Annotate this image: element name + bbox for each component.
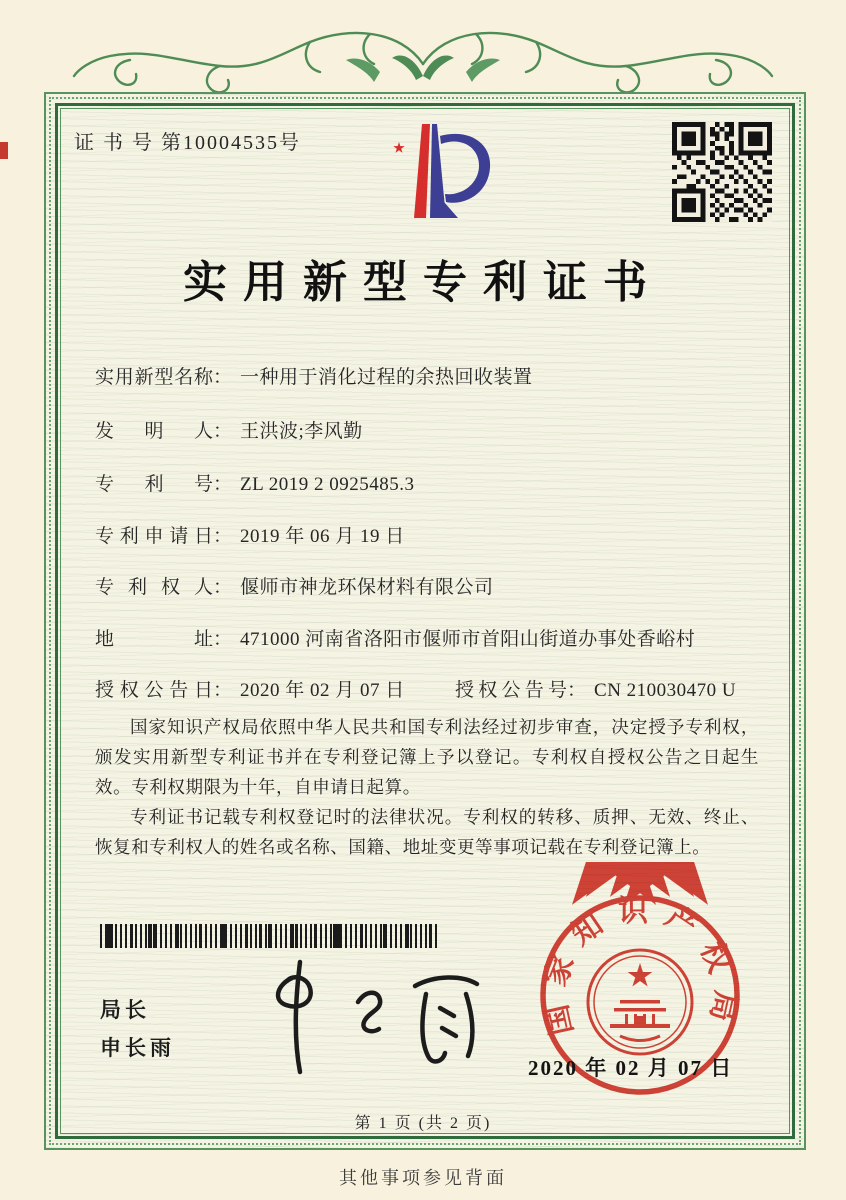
seal-text: 国家知识产权局 bbox=[537, 895, 743, 1039]
officer-signature bbox=[230, 950, 490, 1080]
legal-text bbox=[95, 712, 759, 862]
page-edge-mark bbox=[0, 142, 8, 159]
signature-graphic bbox=[230, 950, 490, 1080]
field-row-name bbox=[95, 362, 775, 390]
field-colon: ： bbox=[213, 526, 233, 547]
field-label: 授权公告日 bbox=[95, 680, 213, 701]
officer-title: 局长 bbox=[100, 998, 150, 1022]
certificate-number: 证 书 号 第10004535号 bbox=[74, 132, 301, 154]
field-value: 一种用于消化过程的余热回收装置 bbox=[240, 367, 533, 388]
field-label: 实用新型名称 bbox=[95, 367, 213, 388]
field-colon: ： bbox=[213, 577, 233, 598]
cnipa-logo bbox=[340, 106, 520, 238]
field-row-patent-number bbox=[95, 469, 775, 497]
certificate-title: 实用新型专利证书 bbox=[183, 258, 663, 307]
field-value: 2020 年 02 月 07 日 bbox=[240, 680, 405, 701]
field-label: 专利权人 bbox=[95, 577, 213, 598]
field-row-inventor bbox=[95, 416, 775, 444]
field-colon: ： bbox=[213, 629, 233, 650]
cnipa-logo-icon bbox=[340, 106, 520, 238]
field-row-address bbox=[95, 624, 775, 652]
qr-code bbox=[672, 122, 772, 222]
field-value: 王洪波;李风勤 bbox=[240, 421, 363, 442]
field-value: 471000 河南省洛阳市偃师市首阳山街道办事处香峪村 bbox=[240, 629, 696, 650]
field-colon: ： bbox=[213, 680, 233, 701]
field-value: 2019 年 06 月 19 日 bbox=[240, 526, 405, 547]
back-side-note: 其他事项参见背面 bbox=[339, 1168, 507, 1188]
field-label: 专利申请日 bbox=[95, 526, 213, 547]
field-label: 授权公告号 bbox=[455, 680, 567, 701]
seal-date: 2020 年 02 月 07 日 bbox=[528, 1056, 734, 1080]
legal-paragraph-1: 国家知识产权局依照中华人民共和国专利法经过初步审查，决定授予专利权，颁发实用新型专利证书并在专利登记簿上予以登记。专利权自授权公告之日起生效。专利权期限为十年，自申请日起算。 bbox=[95, 717, 759, 797]
field-grant-number bbox=[455, 675, 736, 702]
legal-paragraph-2: 专利证书记载专利权登记时的法律状况。专利权的转移、质押、无效、终止、恢复和专利权人的姓名或名称、国籍、地址变更等事项记载在专利登记簿上。 bbox=[95, 807, 759, 857]
qr-code-graphic bbox=[672, 122, 772, 222]
barcode bbox=[100, 924, 438, 948]
field-value: 偃师市神龙环保材料有限公司 bbox=[240, 577, 494, 598]
field-colon: ： bbox=[213, 474, 233, 495]
flourish-graphic bbox=[70, 12, 776, 96]
field-row-filing-date bbox=[95, 521, 775, 549]
field-row-grant bbox=[95, 675, 775, 703]
field-label: 专利号 bbox=[95, 474, 213, 495]
field-value: ZL 2019 2 0925485.3 bbox=[240, 474, 415, 495]
field-colon: ： bbox=[213, 421, 233, 442]
top-ornament bbox=[70, 12, 776, 96]
officer-name: 申长雨 bbox=[100, 1036, 175, 1060]
field-label: 地址 bbox=[95, 629, 213, 650]
field-value: CN 210030470 U bbox=[594, 680, 737, 701]
field-label: 发明人 bbox=[95, 421, 213, 442]
field-row-patentee bbox=[95, 572, 775, 600]
field-colon: ： bbox=[567, 680, 587, 701]
page-number: 第 1 页 (共 2 页) bbox=[354, 1115, 492, 1132]
field-colon: ： bbox=[213, 367, 233, 388]
